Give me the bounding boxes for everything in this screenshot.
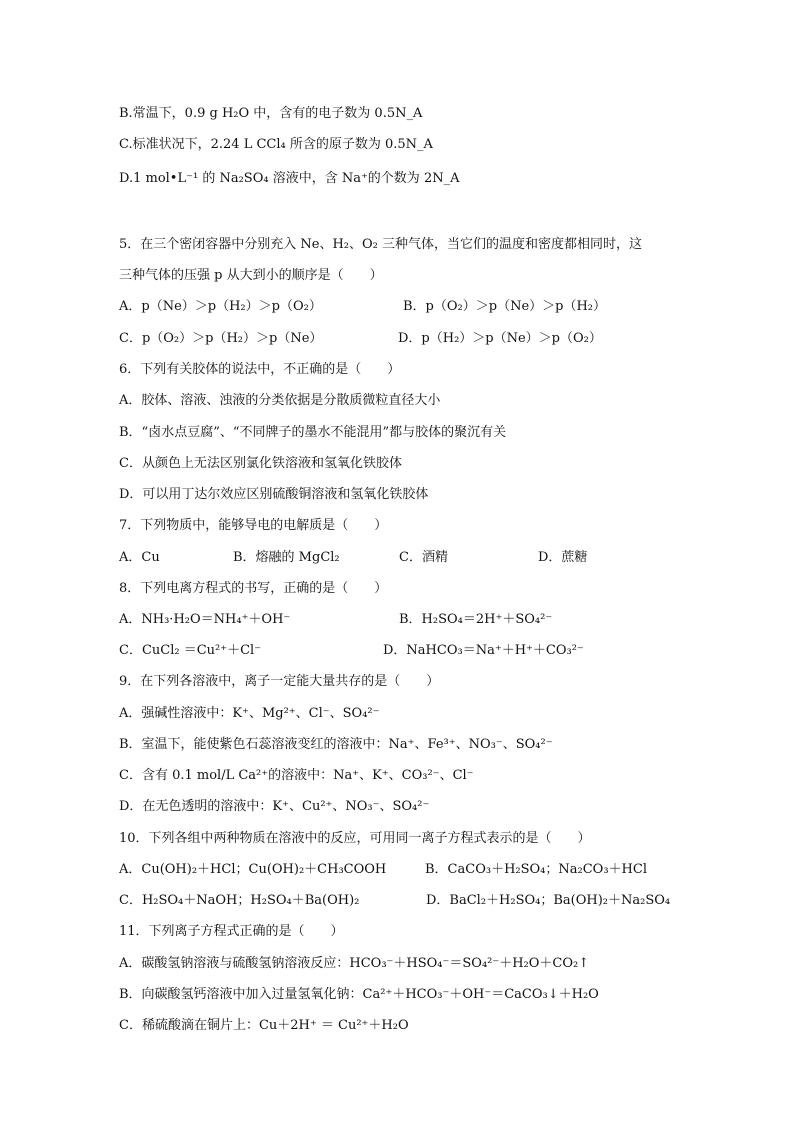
option-d: D．p（H₂）＞p（Ne）＞p（O₂） [398, 331, 602, 346]
option-c: C．酒精 [399, 550, 448, 565]
option-a: A．Cu(OH)₂＋HCl；Cu(OH)₂＋CH₃COOH [119, 862, 387, 877]
question-11-option-b: B．向碳酸氢钙溶液中加入过量氢氧化钠：Ca²⁺＋HCO₃⁻＋OH⁻＝CaCO₃↓＋H₂O [119, 987, 599, 1002]
question-6-option-d: D．可以用丁达尔效应区别硫酸铜溶液和氢氧化铁胶体 [119, 487, 429, 502]
question-9-option-a: A．强碱性溶液中：K⁺、Mg²⁺、Cl⁻、SO₄²⁻ [119, 706, 380, 721]
question-5-stem: 5．在三个密闭容器中分别充入 Ne、H₂、O₂ 三种气体，当它们的温度和密度都相同时，这 [119, 237, 643, 252]
option-c: C．H₂SO₄＋NaOH；H₂SO₄＋Ba(OH)₂ [119, 893, 360, 908]
question-9-option-c: C．含有 0.1 mol/L Ca²⁺的溶液中：Na⁺、K⁺、CO₃²⁻、Cl⁻ [119, 768, 474, 783]
option-c: C．CuCl₂ ＝Cu²⁺＋Cl⁻ [119, 643, 262, 658]
question-9-option-d: D．在无色透明的溶液中：K⁺、Cu²⁺、NO₃⁻、SO₄²⁻ [119, 799, 430, 814]
option-b-q4: B.常温下，0.9 g H₂O 中，含有的电子数为 0.5N_A [119, 106, 423, 121]
option-c-q4: C.标准状况下，2.24 L CCl₄ 所含的原子数为 0.5N_A [119, 137, 433, 152]
option-b: B．H₂SO₄＝2H⁺＋SO₄²⁻ [399, 612, 553, 627]
option-c: C．p（O₂）＞p（H₂）＞p（Ne） [119, 331, 323, 346]
question-6-option-b: B．“卤水点豆腐”、“不同牌子的墨水不能混用”都与胶体的聚沉有关 [119, 425, 507, 440]
option-d: D．NaHCO₃＝Na⁺＋H⁺＋CO₃²⁻ [383, 643, 584, 658]
question-8-stem: 8．下列电离方程式的书写，正确的是（ ） [119, 581, 388, 596]
question-10-stem: 10．下列各组中两种物质在溶液中的反应，可用同一离子方程式表示的是（ ） [119, 831, 591, 846]
question-7-stem: 7．下列物质中，能够导电的电解质是（ ） [119, 518, 388, 533]
option-d-q4: D.1 mol•L⁻¹ 的 Na₂SO₄ 溶液中，含 Na⁺的个数为 2N_A [119, 171, 460, 186]
question-6-stem: 6．下列有关胶体的说法中，不正确的是（ ） [119, 362, 401, 377]
question-11-option-c: C．稀硫酸滴在铜片上：Cu＋2H⁺ ＝ Cu²⁺＋H₂O [119, 1018, 409, 1033]
question-11-stem: 11．下列离子方程式正确的是（ ） [119, 924, 344, 939]
option-b: B．熔融的 MgCl₂ [233, 550, 340, 565]
option-a: A．p（Ne）＞p（H₂）＞p（O₂） [119, 299, 322, 314]
question-9-stem: 9．在下列各溶液中，离子一定能大量共存的是（ ） [119, 674, 440, 689]
question-11-option-a: A．碳酸氢钠溶液与硫酸氢钠溶液反应：HCO₃⁻＋HSO₄⁻＝SO₄²⁻＋H₂O＋CO₂↑ [119, 956, 590, 971]
option-a: A．NH₃·H₂O＝NH₄⁺＋OH⁻ [119, 612, 291, 627]
option-b: B．CaCO₃＋H₂SO₄；Na₂CO₃＋HCl [425, 862, 647, 877]
option-a: A．Cu [119, 550, 160, 565]
option-d: D．BaCl₂＋H₂SO₄；Ba(OH)₂＋Na₂SO₄ [426, 893, 671, 908]
question-5-stem-cont: 三种气体的压强 p 从大到小的顺序是（ ） [119, 268, 383, 283]
question-6-option-c: C．从颜色上无法区别氯化铁溶液和氢氧化铁胶体 [119, 456, 402, 471]
question-6-option-a: A．胶体、溶液、浊液的分类依据是分散质微粒直径大小 [119, 393, 441, 408]
question-9-option-b: B．室温下，能使紫色石蕊溶液变红的溶液中：Na⁺、Fe³⁺、NO₃⁻、SO₄²⁻ [119, 737, 553, 752]
option-b: B．p（O₂）＞p（Ne）＞p（H₂） [403, 299, 607, 314]
option-d: D．蔗糖 [538, 550, 588, 565]
